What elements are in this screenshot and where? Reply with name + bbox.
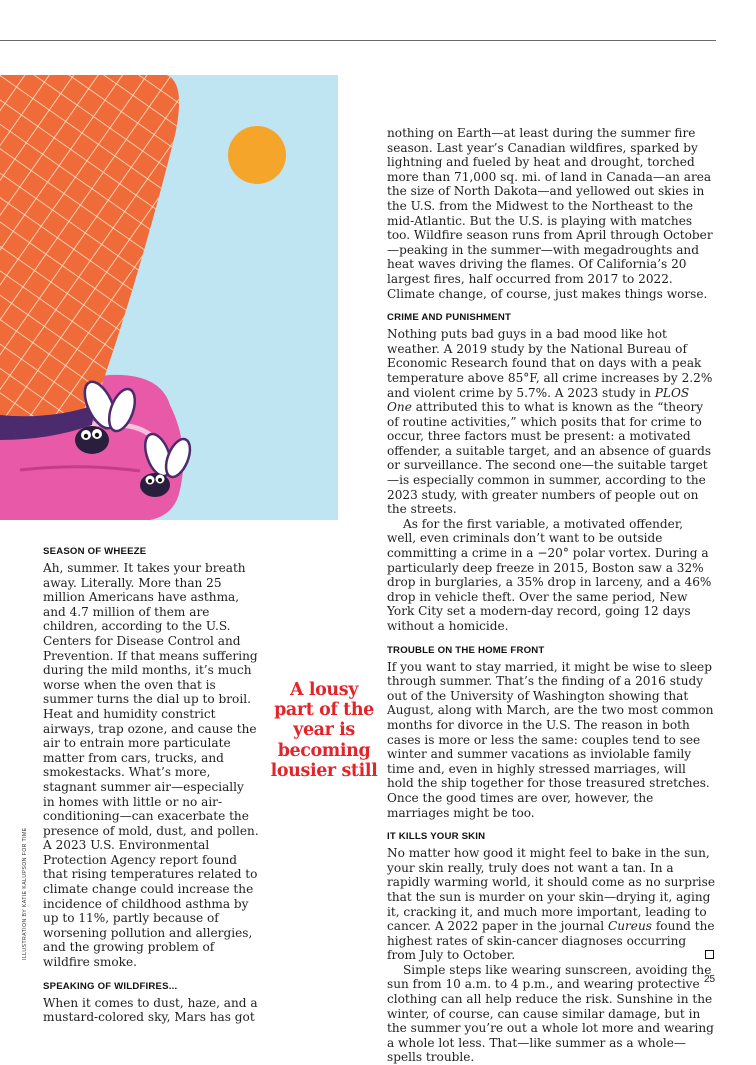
paragraph: nothing on Earth—at least during the summer fire season. Last year’s Canadian wildfires, sparked by lightning and fueled by heat and drought, torched more than 71,000 sq. mi. of land in Canada—an area the size of North Dakota—and yellowed out skies in the U.S. from the Midwest to the Northeast to the mid-Atlantic. But the U.S. is playing with matches too. Wildfire season runs from April through October—peaking in the summer—with megadroughts and heat waves driving the flames. Of California’s 20 largest fires, half occurred from 2017 to 2022. Climate change, of course, just makes things worse. <box>387 126 713 301</box>
pull-quote: A lousy part of the year is becoming lousier still <box>270 680 378 781</box>
sun-icon <box>228 126 286 184</box>
section-heading: IT KILLS YOUR SKIN <box>387 831 486 843</box>
top-rule <box>0 40 716 41</box>
paragraph: Ah, summer. It takes your breath away. Literally. More than 25 million Americans have asthma, and 4.7 million of them are children, according to the U.S. Centers for Disease Control and Prevention. If that means suffering during the mild months, it’s much worse when the oven that is summer turns the dial up to broil. Heat and humidity constrict airways, trap ozone, and cause the air to entrain more particulate matter from cars, trucks, and smokestacks. What’s more, stagnant summer air—especially in homes with little or no air-conditioning—can exacerbate the presence of mold, dust, and pollen. A 2023 U.S. Environmental Protection Agency report found that rising temperatures related to climate change could increase the incidence of childhood asthma by up to 11%, partly because of worsening pollution and allergies, and the growing problem of wildfire smoke. <box>43 561 259 970</box>
paragraph: When it comes to dust, haze, and a mustard-colored sky, Mars has got <box>43 995 258 1025</box>
paragraph: If you want to stay married, it might be wise to sleep through summer. That’s the finding of a 2016 study out of the University of Washington showing that August, along with March, are the two most common months for divorce in the U.S. The reason in both cases is more or less the same: couples tend to see winter and summer vacations as inviolable family time and, even in highly stressed marriages, will hold the ship together for those treasured stretches. Once the good times are over, however, the marriages might be too. <box>387 659 714 820</box>
left-column <box>43 546 259 1025</box>
paragraph: As for the first variable, a motivated offender, well, even criminals don’t want to be outside committing a crime in a −20° polar vortex. During a particularly deep freeze in 2015, Boston saw a 32% drop in burglaries, a 35% drop in larceny, and a 46% drop in vehicle theft. Over the same period, New York City set a modern-day record, going 12 days without a homicide. <box>387 516 712 633</box>
paragraph: Nothing puts bad guys in a bad mood like hot weather. A 2019 study by the National Bureau of Economic Research found that on days with a peak temperature above 85°F, all crime increases by 2.2% and violent crime by 5.7%. A 2023 study in PLOS One attributed this to what is known as the “theory of routine activities,” which posits that for crime to occur, three factors must be present: a motivated offender, a suitable target, and an absence of guards or surveillance. The second one—the suitable target—is especially common in summer, according to the 2023 study, with greater numbers of people out on the streets. <box>387 327 713 517</box>
paragraph: No matter how good it might feel to bake in the sun, your skin really, truly does not want a tan. In a rapidly warming world, it should come as no surprise that the sun is murder on your skin—drying it, aging it, cracking it, and much more important, leading to cancer. A 2022 paper in the journal Cureus found the highest rates of skin-cancer diagnoses occurring from July to October. <box>387 846 715 963</box>
section-heading: TROUBLE ON THE HOME FRONT <box>387 644 545 656</box>
paragraph: Simple steps like wearing sunscreen, avoiding the sun from 10 a.m. to 4 p.m., and wearing protective clothing can all help reduce the risk. Sunshine in the winter, of course, can cause similar damage, but in the summer you’re out a whole lot more and wearing a whole lot less. That—like summer as a whole—spells trouble. <box>387 962 714 1065</box>
section-heading: CRIME AND PUNISHMENT <box>387 312 512 324</box>
illustration <box>0 75 338 520</box>
illustration-credit: ILLUSTRATION BY KATIE KALUPSON FOR TIME <box>22 827 28 960</box>
section-heading: SPEAKING OF WILDFIRES... <box>43 980 178 992</box>
page-number: 25 <box>704 974 716 985</box>
journal-name: PLOS One <box>387 385 690 415</box>
section-heading: SEASON OF WHEEZE <box>43 546 147 557</box>
right-column <box>387 126 715 1065</box>
end-square-icon <box>705 950 714 959</box>
journal-name: Cureus <box>607 919 652 934</box>
